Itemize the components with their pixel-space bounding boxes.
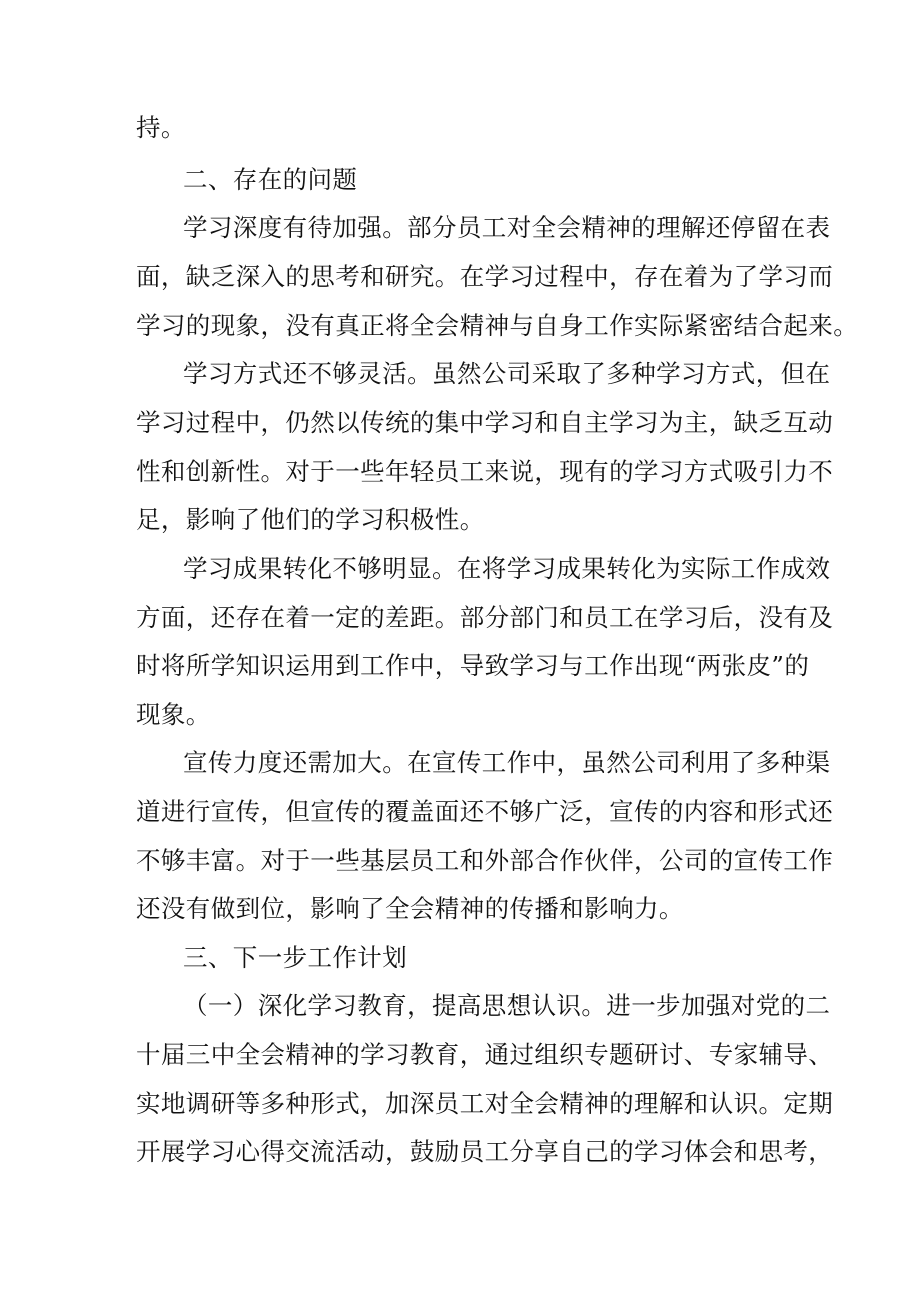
- text-line: 还没有做到位，影响了全会精神的传播和影响力。: [136, 894, 684, 923]
- text-line: 学习过程中，仍然以传统的集中学习和自主学习为主，缺乏互动: [136, 408, 834, 437]
- text-line: 方面，还存在着一定的差距。部分部门和员工在学习后，没有及: [136, 603, 834, 632]
- text-line: 不够丰富。对于一些基层员工和外部合作伙伴，公司的宣传工作: [136, 846, 834, 875]
- text-line: 面，缺乏深入的思考和研究。在学习过程中，存在着为了学习而: [136, 262, 834, 291]
- text-line: （一）深化学习教育，提高思想认识。进一步加强对党的二: [183, 991, 831, 1020]
- section-heading-problems: 二、存在的问题: [183, 165, 358, 194]
- text-line: 性和创新性。对于一些年轻员工来说，现有的学习方式吸引力不: [136, 457, 834, 486]
- text-line: 宣传力度还需加大。在宣传工作中，虽然公司利用了多种渠: [183, 748, 831, 777]
- text-line: 实地调研等多种形式，加深员工对全会精神的理解和认识。定期: [136, 1089, 834, 1118]
- text-line: 持。: [136, 113, 186, 142]
- text-line: 学习成果转化不够明显。在将学习成果转化为实际工作成效: [183, 554, 831, 583]
- text-line: 时将所学知识运用到工作中，导致学习与工作出现“两张皮”的: [136, 651, 810, 680]
- text-line: 学习的现象，没有真正将全会精神与自身工作实际紧密结合起来。: [136, 311, 859, 340]
- text-line: 十届三中全会精神的学习教育，通过组织专题研讨、专家辅导、: [136, 1040, 834, 1069]
- text-line: 开展学习心得交流活动，鼓励员工分享自己的学习体会和思考，: [136, 1137, 834, 1166]
- text-line: 学习深度有待加强。部分员工对全会精神的理解还停留在表: [183, 213, 831, 242]
- text-line: 学习方式还不够灵活。虽然公司采取了多种学习方式，但在: [183, 359, 831, 388]
- text-line: 足，影响了他们的学习积极性。: [136, 505, 485, 534]
- text-line: 现象。: [136, 700, 211, 729]
- text-line: 道进行宣传，但宣传的覆盖面还不够广泛，宣传的内容和形式还: [136, 797, 834, 826]
- section-heading-next-plan: 三、下一步工作计划: [183, 943, 408, 972]
